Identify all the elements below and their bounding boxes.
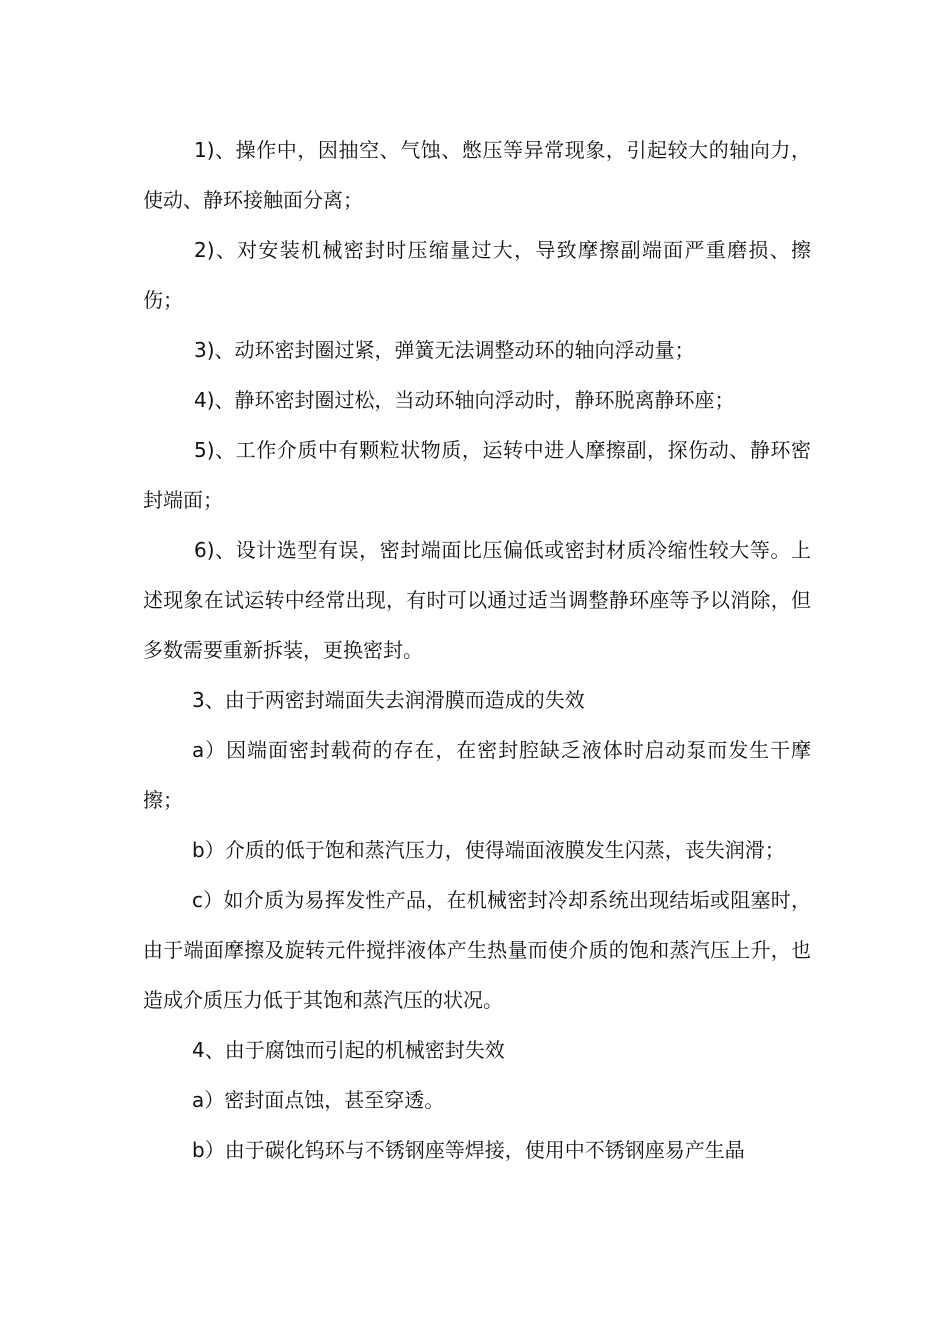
paragraph-item-b: b）介质的低于饱和蒸汽压力，使得端面液膜发生闪蒸，丧失润滑； xyxy=(192,838,785,862)
section-heading-3: 3、由于两密封端面失去润滑膜而造成的失效 xyxy=(192,688,585,712)
paragraph-item-b2: b）由于碳化钨环与不锈钢座等焊接，使用中不锈钢座易产生晶 xyxy=(192,1138,745,1162)
document-body xyxy=(143,125,811,1175)
paragraph-item-a: a）因端面密封载荷的存在，在密封腔缺乏液体时启动泵而发生干摩擦； xyxy=(143,738,811,812)
paragraph-item-5: 5)、工作介质中有颗粒状物质，运转中进人摩擦副，探伤动、静环密封端面； xyxy=(143,438,811,512)
paragraph-item-c: c）如介质为易挥发性产品，在机械密封冷却系统出现结垢或阻塞时，由于端面摩擦及旋转元件搅拌液体产生热量而使介质的饱和蒸汽压上升，也造成介质压力低于其饱和蒸汽压的状况。 xyxy=(143,888,811,1012)
paragraph-item-6: 6)、设计选型有误，密封端面比压偏低或密封材质冷缩性较大等。上述现象在试运转中经常出现，有时可以通过适当调整静环座等予以消除，但多数需要重新拆装，更换密封。 xyxy=(143,538,811,662)
paragraph-item-4: 4)、静环密封圈过松，当动环轴向浮动时，静环脱离静环座； xyxy=(194,388,735,412)
paragraph-item-1: 1)、操作中，因抽空、气蚀、憋压等异常现象，引起较大的轴向力，使动、静环接触面分离； xyxy=(143,138,811,212)
paragraph-item-3: 3)、动环密封圈过紧，弹簧无法调整动环的轴向浮动量； xyxy=(194,338,695,362)
section-heading-4: 4、由于腐蚀而引起的机械密封失效 xyxy=(192,1038,505,1062)
paragraph-item-2: 2)、对安装机械密封时压缩量过大，导致摩擦副端面严重磨损、擦伤； xyxy=(143,238,811,312)
paragraph-item-a2: a）密封面点蚀，甚至穿透。 xyxy=(192,1088,445,1112)
